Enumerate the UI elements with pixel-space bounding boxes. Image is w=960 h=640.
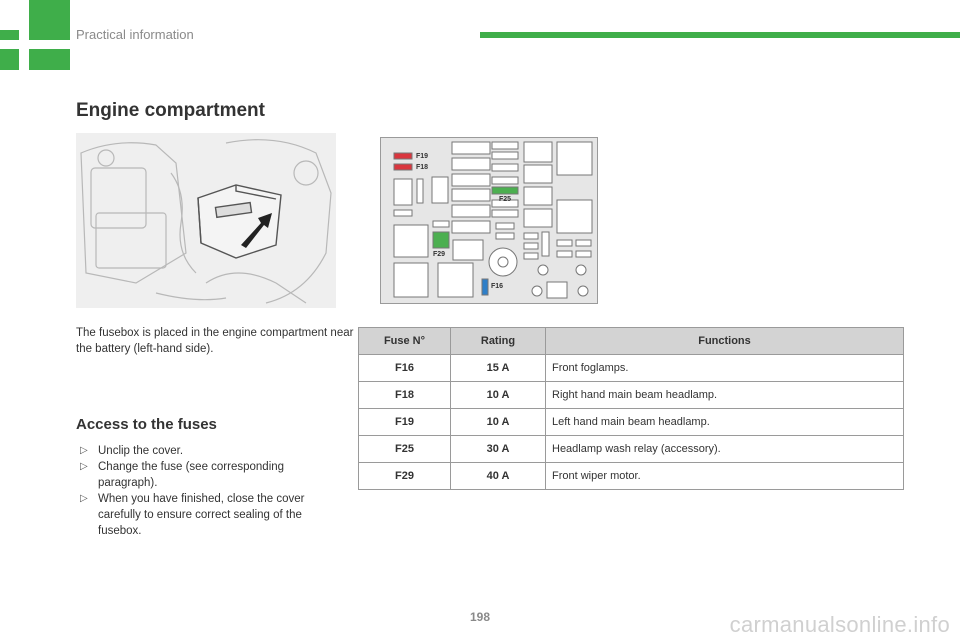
- function-cell: Front wiper motor.: [546, 463, 904, 490]
- fuse-label-f25: F25: [499, 196, 512, 203]
- page-number: 198: [469, 610, 491, 624]
- table-row: [359, 355, 904, 382]
- list-item: ▷ Unclip the cover.: [80, 445, 184, 457]
- rating-cell: 30 A: [451, 436, 546, 463]
- rating-cell: 10 A: [451, 409, 546, 436]
- table-row: [359, 409, 904, 436]
- fuse-label-f16: F16: [491, 283, 504, 290]
- list-item: ▷ Change the fuse (see corresponding paragraph).: [80, 461, 285, 489]
- table-row: [359, 382, 904, 409]
- table-row: [359, 436, 904, 463]
- list-item: ▷ When you have finished, close the cover carefully to ensure correct sealing of the fusebox.: [80, 493, 305, 537]
- fusebox-diagram: [380, 137, 598, 304]
- section-label: Practical information: [76, 27, 194, 42]
- fuse-number-cell: F25: [359, 436, 451, 463]
- arrow-bullet-icon: ▷: [80, 493, 88, 504]
- fuse-table: [358, 327, 904, 490]
- fuse-number-cell: F18: [359, 382, 451, 409]
- header-bar: [480, 32, 960, 38]
- rating-cell: 40 A: [451, 463, 546, 490]
- fuse-number-cell: F16: [359, 355, 451, 382]
- rating-cell: 10 A: [451, 382, 546, 409]
- fuse-number-cell: F29: [359, 463, 451, 490]
- intro-text: The fusebox is placed in the engine compartment near the battery (left-hand side).: [76, 327, 354, 355]
- rating-cell: 15 A: [451, 355, 546, 382]
- function-cell: Left hand main beam headlamp.: [546, 409, 904, 436]
- table-header-row: [359, 328, 904, 355]
- function-cell: Headlamp wash relay (accessory).: [546, 436, 904, 463]
- header-fuse-number: Fuse N°: [359, 328, 451, 355]
- table-row: [359, 463, 904, 490]
- arrow-bullet-icon: ▷: [80, 445, 88, 456]
- watermark-text: carmanualsonline.info: [729, 612, 950, 637]
- function-cell: Front foglamps.: [546, 355, 904, 382]
- corner-logo-block: [0, 0, 70, 70]
- access-heading: Access to the fuses: [76, 416, 217, 433]
- fuse-label-f18: F18: [416, 164, 429, 171]
- header-rating: Rating: [451, 328, 546, 355]
- access-steps: [76, 443, 346, 539]
- engine-compartment-illustration: [76, 133, 336, 308]
- fuse-label-f29: F29: [433, 251, 446, 258]
- page-title: Engine compartment: [76, 100, 265, 121]
- header-functions: Functions: [546, 328, 904, 355]
- arrow-bullet-icon: ▷: [80, 461, 88, 472]
- function-cell: Right hand main beam headlamp.: [546, 382, 904, 409]
- fuse-label-f19: F19: [416, 153, 429, 160]
- fuse-number-cell: F19: [359, 409, 451, 436]
